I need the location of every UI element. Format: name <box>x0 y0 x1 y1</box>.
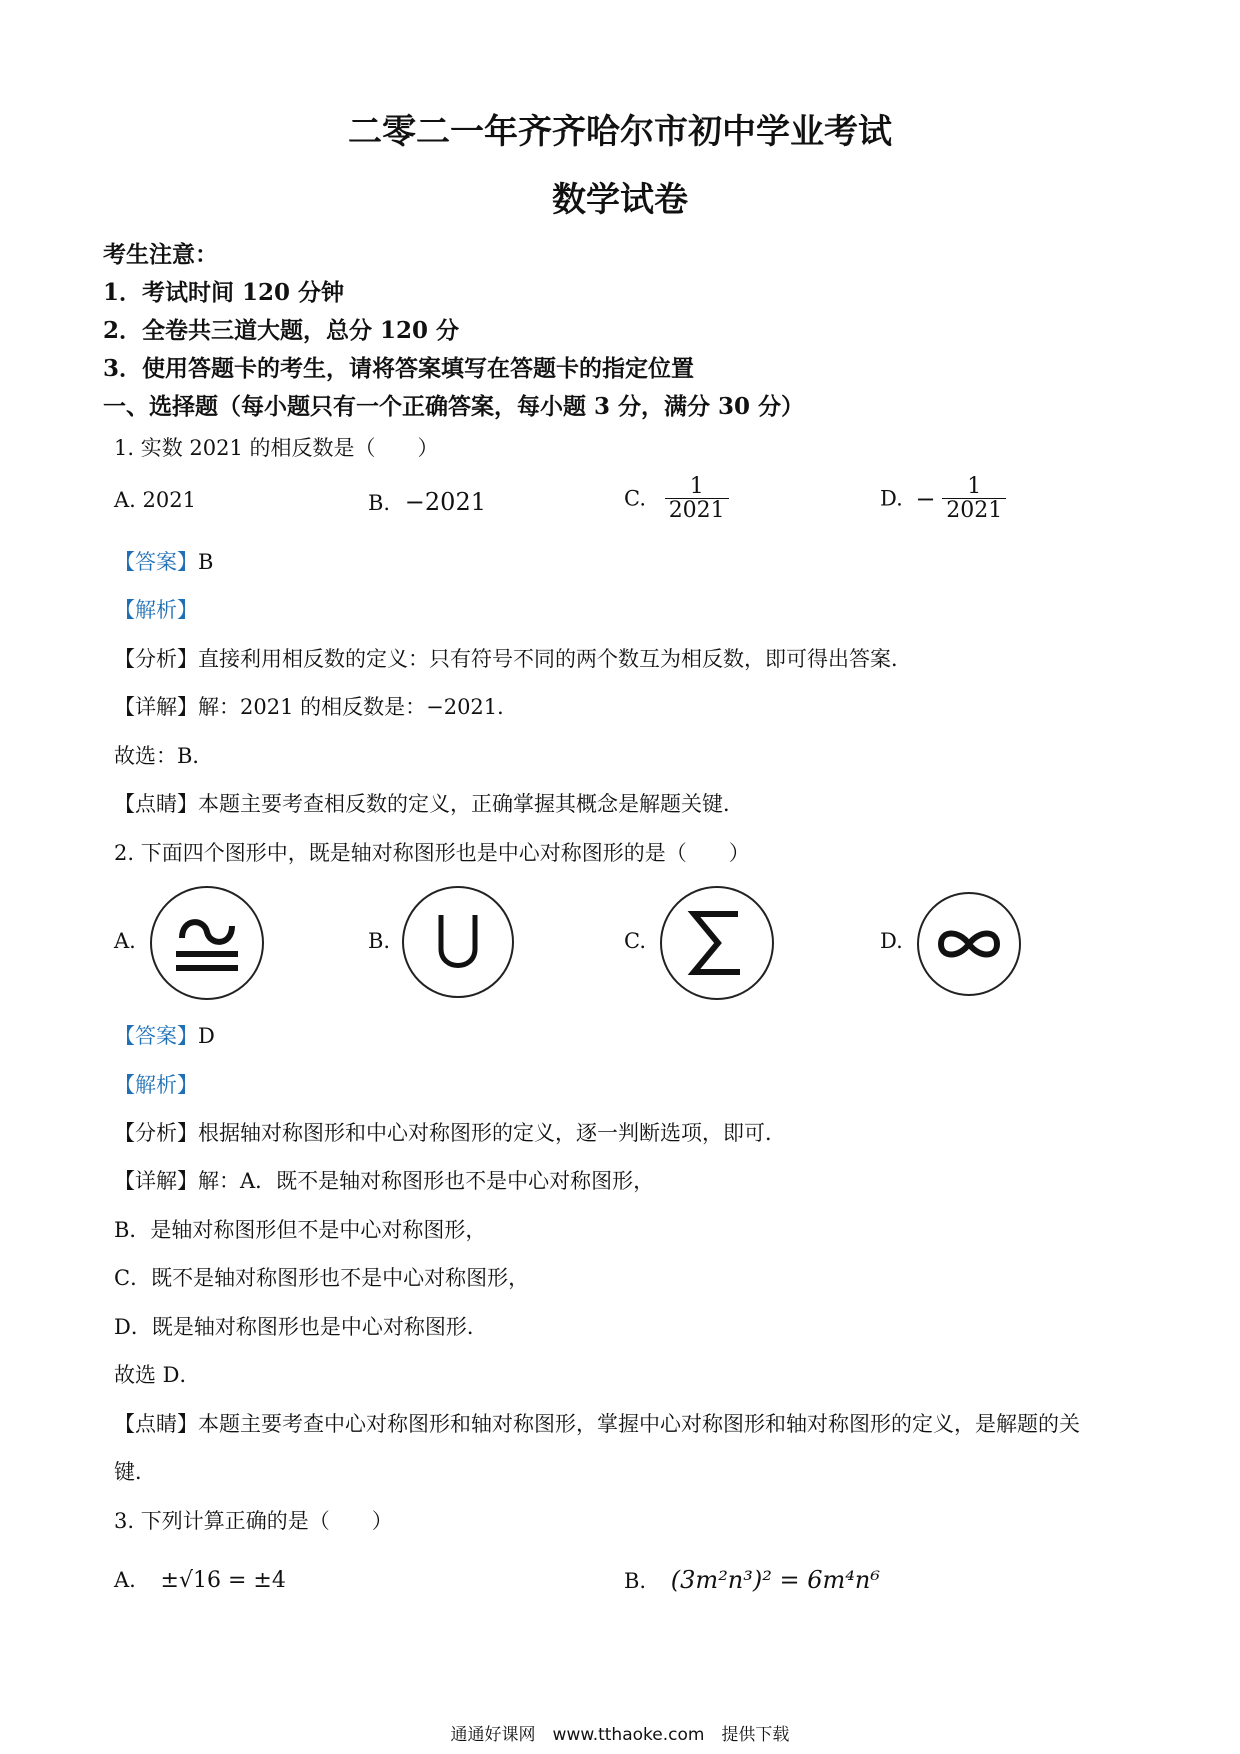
fraction-denominator: 2021 <box>665 498 729 522</box>
answer-tag: 【答案】 <box>114 550 198 574</box>
option-label: D. <box>880 486 903 511</box>
analysis-text: 【分析】直接利用相反数的定义：只有符号不同的两个数互为相反数，即可得出答案． <box>114 647 912 671</box>
comment-text: 【点睛】本题主要考查中心对称图形和轴对称图形，掌握中心对称图形和轴对称图形的定义，是解题的关 <box>114 1412 1080 1436</box>
comment-text: 键． <box>114 1460 156 1484</box>
answer-value: B <box>198 550 214 574</box>
notice-item: 1．考试时间 120 分钟 <box>103 279 345 306</box>
fraction-numerator: 1 <box>967 474 982 499</box>
question-stem: 2. 下面四个图形中，既是轴对称图形也是中心对称图形的是（ ） <box>114 841 750 865</box>
detail-text: C．既不是轴对称图形也不是中心对称图形， <box>114 1266 530 1290</box>
analysis-tag: 【解析】 <box>114 1073 198 1097</box>
option-label: B. <box>368 929 391 953</box>
option-b <box>368 488 486 516</box>
option-c <box>624 475 729 522</box>
fraction-numerator: 1 <box>689 474 704 499</box>
page-subtitle: 数学试卷 <box>552 180 688 220</box>
choose-text: 故选 D． <box>114 1363 201 1387</box>
infinity-symbol-icon <box>929 904 1009 984</box>
figure-d <box>917 892 1021 996</box>
option-value: −2021 <box>404 488 486 516</box>
option-label: B. <box>368 491 391 515</box>
fraction-denominator: 2021 <box>942 498 1006 522</box>
option-label: B. <box>624 1569 647 1593</box>
detail-text: B．是轴对称图形但不是中心对称图形， <box>114 1218 487 1242</box>
option-label: C. <box>624 929 646 953</box>
notice-item: 2．全卷共三道大题，总分 120 分 <box>103 317 460 344</box>
page-title: 二零二一年齐齐哈尔市初中学业考试 <box>348 112 892 152</box>
option-expression: ±√16 = ±4 <box>160 1568 286 1593</box>
analysis-text: 【分析】根据轴对称图形和中心对称图形的定义，逐一判断选项，即可． <box>114 1121 786 1145</box>
option-d <box>880 475 1006 522</box>
detail-text: 【详解】解：2021 的相反数是：−2021． <box>114 695 519 719</box>
figure-b <box>402 886 514 998</box>
approx-equal-symbol-icon <box>162 898 252 988</box>
option-label: A. <box>114 1568 136 1592</box>
choose-text: 故选：B． <box>114 744 214 768</box>
answer-value: D <box>198 1024 215 1048</box>
sigma-symbol-icon <box>672 898 762 988</box>
question-stem: 3. 下列计算正确的是（ ） <box>114 1509 393 1533</box>
option-label: A. <box>114 929 136 953</box>
detail-text: 【详解】解：A．既不是轴对称图形也不是中心对称图形， <box>114 1169 655 1193</box>
question-stem: 1. 实数 2021 的相反数是（ ） <box>114 436 439 460</box>
option-b <box>624 1566 880 1594</box>
option-expression: (3m²n³)² = 6m⁴n⁶ <box>670 1566 880 1594</box>
figure-a <box>150 886 264 1000</box>
page-footer: 通通好课网 www.tthaoke.com 提供下载 <box>450 1725 790 1745</box>
fraction <box>665 475 729 522</box>
option-label: D. <box>880 929 903 953</box>
figure-c <box>660 886 774 1000</box>
answer-tag: 【答案】 <box>114 1024 198 1048</box>
notice-heading: 考生注意： <box>103 241 218 268</box>
answer-line <box>114 1020 215 1050</box>
section-heading: 一、选择题（每小题只有一个正确答案，每小题 3 分，满分 30 分） <box>103 393 805 420</box>
option-a: A. 2021 <box>114 488 196 512</box>
analysis-tag: 【解析】 <box>114 598 198 622</box>
option-label: C. <box>624 486 646 511</box>
minus-sign: − <box>915 484 936 513</box>
option-a <box>114 1568 286 1593</box>
notice-item: 3．使用答题卡的考生，请将答案填写在答题卡的指定位置 <box>103 355 695 382</box>
comment-text: 【点睛】本题主要考查相反数的定义，正确掌握其概念是解题关键． <box>114 792 744 816</box>
answer-line <box>114 546 213 576</box>
detail-text: D．既是轴对称图形也是中心对称图形． <box>114 1315 488 1339</box>
union-symbol-icon <box>413 897 503 987</box>
fraction <box>942 475 1006 522</box>
